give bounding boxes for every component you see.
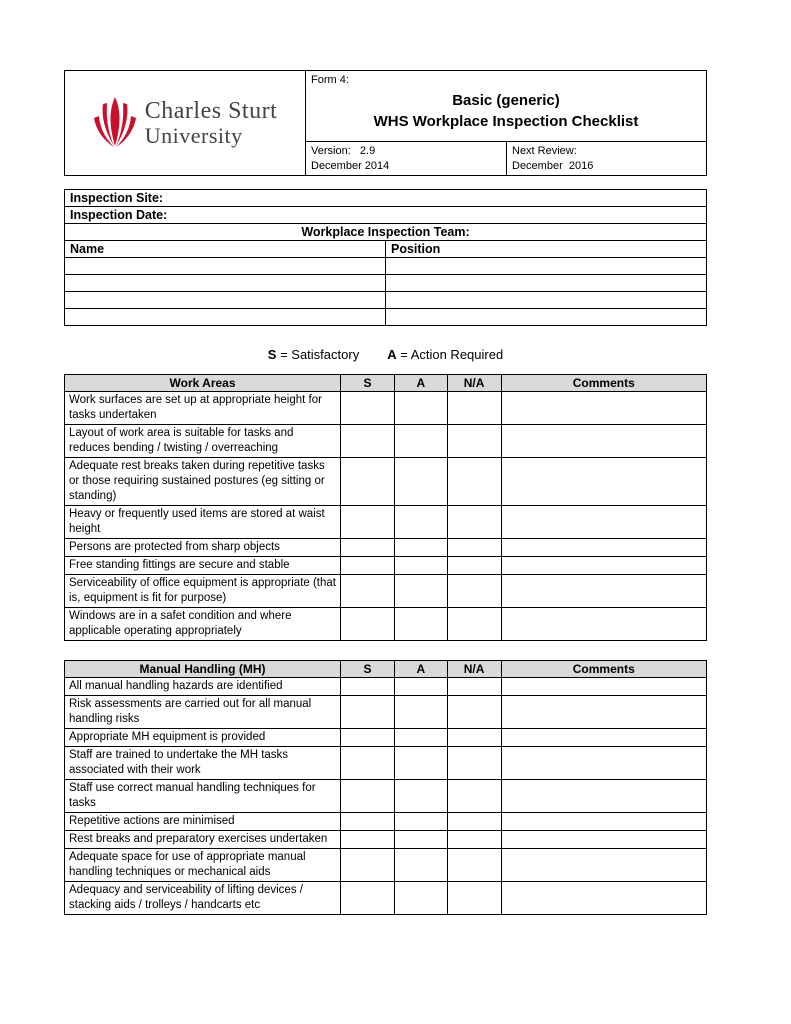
comments-cell[interactable] bbox=[501, 780, 706, 813]
inspection-date-row bbox=[65, 207, 707, 224]
na-cell[interactable] bbox=[447, 729, 501, 747]
comments-cell[interactable] bbox=[501, 882, 706, 915]
a-cell[interactable] bbox=[394, 696, 447, 729]
comments-cell[interactable] bbox=[501, 831, 706, 849]
s-cell[interactable] bbox=[341, 747, 395, 780]
checklist-header-row bbox=[65, 375, 707, 392]
team-position-cell[interactable] bbox=[386, 258, 707, 275]
checklist-row bbox=[65, 557, 707, 575]
comments-cell[interactable] bbox=[501, 458, 706, 506]
checklist-row bbox=[65, 780, 707, 813]
a-cell[interactable] bbox=[394, 458, 447, 506]
comments-cell[interactable] bbox=[501, 608, 706, 641]
column-header-comments: Comments bbox=[501, 661, 706, 678]
checklist-item-text: Windows are in a safet condition and where applicable operating appropriately bbox=[65, 608, 341, 641]
form-header bbox=[64, 70, 707, 176]
a-cell[interactable] bbox=[394, 539, 447, 557]
checklist-row bbox=[65, 747, 707, 780]
checklist-section bbox=[64, 374, 707, 915]
form-title-line1: Basic (generic) bbox=[452, 91, 560, 109]
comments-cell[interactable] bbox=[501, 849, 706, 882]
logo-name-line2: University bbox=[144, 123, 243, 149]
column-header-s: S bbox=[341, 661, 395, 678]
legend-s-text: = Satisfactory bbox=[276, 347, 360, 362]
a-cell[interactable] bbox=[394, 780, 447, 813]
s-cell[interactable] bbox=[341, 882, 395, 915]
csu-logo bbox=[65, 71, 306, 175]
s-cell[interactable] bbox=[341, 813, 395, 831]
form-content bbox=[64, 70, 707, 915]
a-cell[interactable] bbox=[394, 813, 447, 831]
a-cell[interactable] bbox=[394, 392, 447, 425]
team-row bbox=[65, 292, 707, 309]
comments-cell[interactable] bbox=[501, 575, 706, 608]
column-header-a: A bbox=[394, 375, 447, 392]
comments-cell[interactable] bbox=[501, 425, 706, 458]
team-row bbox=[65, 275, 707, 292]
checklist-item-text: Work surfaces are set up at appropriate height for tasks undertaken bbox=[65, 392, 341, 425]
comments-cell[interactable] bbox=[501, 729, 706, 747]
team-position-cell[interactable] bbox=[386, 309, 707, 326]
s-cell[interactable] bbox=[341, 458, 395, 506]
inspection-site-row bbox=[65, 190, 707, 207]
team-row bbox=[65, 258, 707, 275]
checklist-item-text: Staff use correct manual handling techniques for tasks bbox=[65, 780, 341, 813]
s-cell[interactable] bbox=[341, 425, 395, 458]
team-name-cell[interactable] bbox=[65, 309, 386, 326]
team-row bbox=[65, 309, 707, 326]
checklist-row bbox=[65, 696, 707, 729]
comments-cell[interactable] bbox=[501, 678, 706, 696]
column-header-a: A bbox=[394, 661, 447, 678]
checklist-item-text: Free standing fittings are secure and stable bbox=[65, 557, 341, 575]
checklist-section-title: Work Areas bbox=[65, 375, 341, 392]
version-row bbox=[306, 141, 706, 175]
s-cell[interactable] bbox=[341, 575, 395, 608]
s-cell[interactable] bbox=[341, 557, 395, 575]
checklist-item-text: Appropriate MH equipment is provided bbox=[65, 729, 341, 747]
checklist-item-text: Serviceability of office equipment is appropriate (that is, equipment is fit for purpose) bbox=[65, 575, 341, 608]
s-cell[interactable] bbox=[341, 392, 395, 425]
checklist-item-text: Layout of work area is suitable for tasks and reduces bending / twisting / overreaching bbox=[65, 425, 341, 458]
checklist-row bbox=[65, 539, 707, 557]
team-name-cell[interactable] bbox=[65, 275, 386, 292]
column-header-na: N/A bbox=[447, 375, 501, 392]
form-header-right bbox=[306, 71, 706, 175]
s-cell[interactable] bbox=[341, 539, 395, 557]
team-name-cell[interactable] bbox=[65, 292, 386, 309]
form-title bbox=[306, 86, 706, 141]
legend-a-key: A bbox=[387, 347, 397, 362]
na-cell[interactable] bbox=[447, 557, 501, 575]
version-cell bbox=[306, 142, 506, 175]
na-cell[interactable] bbox=[447, 696, 501, 729]
na-cell[interactable] bbox=[447, 539, 501, 557]
team-fill-rows bbox=[65, 258, 707, 326]
a-cell[interactable] bbox=[394, 425, 447, 458]
na-cell[interactable] bbox=[447, 882, 501, 915]
a-cell[interactable] bbox=[394, 557, 447, 575]
checklist-item-text: Adequacy and serviceability of lifting devices / stacking aids / trolleys / handcarts etc bbox=[65, 882, 341, 915]
checklist-item-text: Staff are trained to undertake the MH tasks associated with their work bbox=[65, 747, 341, 780]
column-header-comments: Comments bbox=[501, 375, 706, 392]
s-cell[interactable] bbox=[341, 696, 395, 729]
comments-cell[interactable] bbox=[501, 392, 706, 425]
inspection-date-label[interactable]: Inspection Date: bbox=[65, 207, 707, 224]
comments-cell[interactable] bbox=[501, 696, 706, 729]
team-position-cell[interactable] bbox=[386, 292, 707, 309]
checklist-table-2 bbox=[64, 660, 707, 915]
legend-s-key: S bbox=[267, 347, 277, 362]
column-header-s: S bbox=[341, 375, 395, 392]
s-cell[interactable] bbox=[341, 506, 395, 539]
name-column-header: Name bbox=[65, 241, 386, 258]
team-heading: Workplace Inspection Team: bbox=[65, 224, 707, 241]
a-cell[interactable] bbox=[394, 575, 447, 608]
s-cell[interactable] bbox=[341, 849, 395, 882]
column-header-na: N/A bbox=[447, 661, 501, 678]
next-review-cell bbox=[506, 142, 706, 175]
na-cell[interactable] bbox=[447, 780, 501, 813]
checklist-row bbox=[65, 831, 707, 849]
version-date: December 2014 bbox=[311, 159, 390, 172]
checklist-row bbox=[65, 729, 707, 747]
comments-cell[interactable] bbox=[501, 506, 706, 539]
checklist-row bbox=[65, 458, 707, 506]
checklist-item-text: Persons are protected from sharp objects bbox=[65, 539, 341, 557]
na-cell[interactable] bbox=[447, 831, 501, 849]
checklist-section-title: Manual Handling (MH) bbox=[65, 661, 341, 678]
comments-cell[interactable] bbox=[501, 813, 706, 831]
checklist-row bbox=[65, 849, 707, 882]
version-label: Version: 2.9 bbox=[311, 145, 376, 157]
s-cell[interactable] bbox=[341, 608, 395, 641]
form-title-line2: WHS Workplace Inspection Checklist bbox=[373, 112, 639, 130]
na-cell[interactable] bbox=[447, 678, 501, 696]
a-cell[interactable] bbox=[394, 849, 447, 882]
csu-logo-text bbox=[145, 99, 278, 147]
a-cell[interactable] bbox=[394, 831, 447, 849]
a-cell[interactable] bbox=[394, 678, 447, 696]
a-cell[interactable] bbox=[394, 882, 447, 915]
s-cell[interactable] bbox=[341, 831, 395, 849]
legend bbox=[64, 347, 707, 362]
a-cell[interactable] bbox=[394, 729, 447, 747]
legend-a-text: = Action Required bbox=[396, 347, 504, 362]
na-cell[interactable] bbox=[447, 747, 501, 780]
checklist-row bbox=[65, 813, 707, 831]
s-cell[interactable] bbox=[341, 780, 395, 813]
na-cell[interactable] bbox=[447, 849, 501, 882]
checklist-row bbox=[65, 608, 707, 641]
checklist-item-text: Adequate space for use of appropriate manual handling techniques or mechanical aids bbox=[65, 849, 341, 882]
checklist-row bbox=[65, 425, 707, 458]
na-cell[interactable] bbox=[447, 458, 501, 506]
a-cell[interactable] bbox=[394, 747, 447, 780]
na-cell[interactable] bbox=[447, 575, 501, 608]
checklist-item-text: Rest breaks and preparatory exercises undertaken bbox=[65, 831, 341, 849]
checklist-item-text: Repetitive actions are minimised bbox=[65, 813, 341, 831]
checklist-row bbox=[65, 392, 707, 425]
na-cell[interactable] bbox=[447, 608, 501, 641]
s-cell[interactable] bbox=[341, 729, 395, 747]
form-number-label: Form 4: bbox=[311, 74, 349, 86]
team-heading-row bbox=[65, 224, 707, 241]
na-cell[interactable] bbox=[447, 392, 501, 425]
a-cell[interactable] bbox=[394, 506, 447, 539]
review-date: December 2016 bbox=[512, 159, 594, 172]
s-cell[interactable] bbox=[341, 678, 395, 696]
a-cell[interactable] bbox=[394, 608, 447, 641]
team-position-cell[interactable] bbox=[386, 275, 707, 292]
comments-cell[interactable] bbox=[501, 539, 706, 557]
inspection-team-table bbox=[64, 189, 707, 326]
checklist-table-1 bbox=[64, 374, 707, 641]
checklist-item-text: Risk assessments are carried out for all manual handling risks bbox=[65, 696, 341, 729]
checklist-header-row bbox=[65, 661, 707, 678]
checklist-item-text: All manual handling hazards are identified bbox=[65, 678, 341, 696]
team-header-row bbox=[65, 241, 707, 258]
na-cell[interactable] bbox=[447, 813, 501, 831]
na-cell[interactable] bbox=[447, 425, 501, 458]
checklist-row bbox=[65, 575, 707, 608]
checklist-row bbox=[65, 678, 707, 696]
checklist-item-text: Adequate rest breaks taken during repetitive tasks or those requiring sustained postures (eg sitting or standing) bbox=[65, 458, 341, 506]
logo-name-line1: Charles Sturt bbox=[144, 97, 278, 124]
inspection-site-label[interactable]: Inspection Site: bbox=[65, 190, 707, 207]
na-cell[interactable] bbox=[447, 506, 501, 539]
checklist-item-text: Heavy or frequently used items are stored at waist height bbox=[65, 506, 341, 539]
checklist-row bbox=[65, 506, 707, 539]
comments-cell[interactable] bbox=[501, 747, 706, 780]
csu-flame-icon bbox=[93, 96, 137, 150]
review-label: Next Review: bbox=[512, 145, 577, 157]
checklist-row bbox=[65, 882, 707, 915]
comments-cell[interactable] bbox=[501, 557, 706, 575]
position-column-header: Position bbox=[386, 241, 707, 258]
team-name-cell[interactable] bbox=[65, 258, 386, 275]
